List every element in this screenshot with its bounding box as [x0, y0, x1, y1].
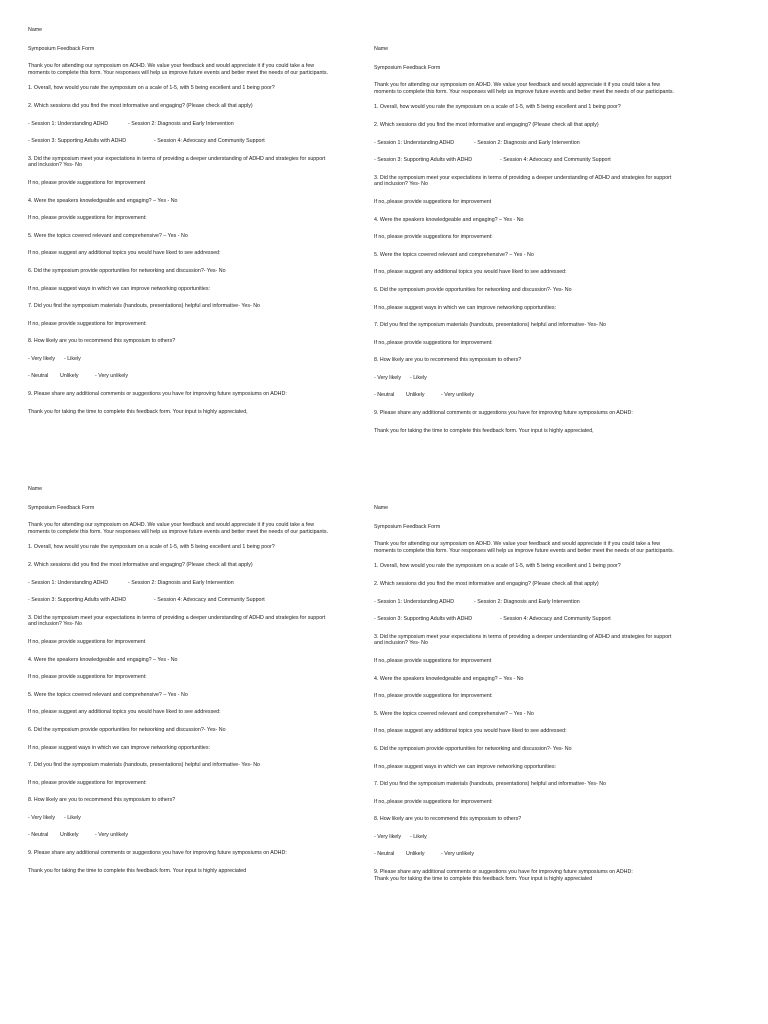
intro-paragraph: Thank you for attending our symposium on ADHD. We value your feedback and would appreciate it if you could take a few moments to complete this form. Your responses will help us improve future events and better meet the needs of our participants.: [28, 522, 329, 535]
question-4-followup: If no, please provide suggestions for improvement:: [28, 215, 147, 222]
question-7: 7. Did you find the symposium materials (handouts, presentations) helpful and informative- Yes- No: [374, 781, 607, 788]
question-7-followup: If no, please provide suggestions for improvement:: [28, 779, 147, 786]
question-1: 1. Overall, how would you rate the symposium on a scale of 1-5, with 5 being excellent and 1 being poor?: [374, 563, 621, 570]
name-label: Name: [374, 46, 389, 52]
question-9: 9. Please share any additional comments or suggestions you have for improving future symposiums on ADHD:: [374, 410, 633, 417]
question-8: 8. How likely are you to recommend this symposium to others?: [374, 816, 522, 823]
question-3-followup: If no,.please provide suggestions for improvement: [374, 198, 492, 205]
session-2-option: - Session 2: Diagnosis and Early Intervention: [128, 579, 234, 586]
question-4: 4. Were the speakers knowledgeable and engaging? – Yes - No: [28, 656, 178, 663]
question-8: 8. How likely are you to recommend this symposium to others?: [374, 357, 522, 364]
likely-option: - Likely: [410, 833, 427, 840]
name-label: Name: [374, 505, 389, 511]
likely-option: - Likely: [64, 355, 81, 362]
session-1-option: - Session 1: Understanding ADHD: [374, 598, 455, 605]
question-6: 6. Did the symposium provide opportunities for networking and discussion?- Yes- No: [374, 286, 572, 293]
likelihood-row-2: [374, 851, 679, 858]
session-row-2: [374, 616, 679, 623]
closing-thanks: Thank you for taking the time to complete this feedback form. Your input is highly appreciated,: [374, 427, 594, 434]
question-5-followup: If no, please suggest any additional topics you would have liked to see addressed:: [374, 269, 567, 276]
question-5: 5. Were the topics covered relevant and comprehensive? – Yes - No: [28, 232, 188, 239]
session-4-option: - Session 4: Advocacy and Community Support: [154, 597, 265, 604]
question-9: 9. Please share any additional comments or suggestions you have for improving future symposiums on ADHD:: [28, 850, 287, 857]
question-3: 3. Did the symposium meet your expectations in terms of providing a deeper understanding of ADHD and strategies for support and inclusion? Yes- No: [28, 155, 326, 169]
question-6-followup: If no,.please suggest ways in which we can improve networking opportunities:: [374, 763, 556, 770]
question-6: 6. Did the symposium provide opportunities for networking and discussion?- Yes- No: [28, 726, 226, 733]
question-3-followup: If no, please provide suggestions for improvement: [28, 179, 146, 186]
session-3-option: - Session 3: Supporting Adults with ADHD: [28, 597, 127, 604]
question-7: 7. Did you find the symposium materials (handouts, presentations) helpful and informative- Yes- No: [374, 322, 607, 329]
session-4-option: - Session 4: Advocacy and Community Support: [500, 157, 611, 164]
question-4: 4. Were the speakers knowledgeable and engaging? – Yes - No: [28, 197, 178, 204]
question-4-followup: If no, please provide suggestions for improvement:: [374, 234, 493, 241]
neutral-option: - Neutral: [28, 373, 49, 380]
session-3-option: - Session 3: Supporting Adults with ADHD: [28, 138, 127, 145]
question-3: 3. Did the symposium meet your expectations in terms of providing a deeper understanding of ADHD and strategies for support and inclusion? Yes- No: [374, 633, 672, 647]
unlikely-option: Unlikely: [406, 851, 425, 858]
unlikely-option: Unlikely: [60, 832, 79, 839]
question-5-followup: If no, please suggest any additional topics you would have liked to see addressed:: [28, 250, 221, 257]
closing-thanks: Thank you for taking the time to complete this feedback form. Your input is highly appreciated,: [28, 408, 248, 415]
question-5: 5. Were the topics covered relevant and comprehensive? – Yes - No: [374, 710, 534, 717]
session-4-option: - Session 4: Advocacy and Community Support: [154, 138, 265, 145]
unlikely-option: Unlikely: [406, 392, 425, 399]
question-6-followup: If no, please suggest ways in which we can improve networking opportunities:: [28, 744, 210, 751]
question-4-followup: If no, please provide suggestions for improvement:: [28, 674, 147, 681]
session-row-2: [374, 157, 679, 164]
feedback-form-top-right: [374, 46, 679, 434]
feedback-form-bottom-left: [28, 486, 333, 874]
session-1-option: - Session 1: Understanding ADHD: [374, 139, 455, 146]
question-8: 8. How likely are you to recommend this symposium to others?: [28, 797, 176, 804]
likely-option: - Likely: [410, 374, 427, 381]
session-row-2: [28, 597, 333, 604]
session-row-1: [28, 580, 333, 587]
very-likely-option: - Very likely: [28, 814, 56, 821]
question-7: 7. Did you find the symposium materials (handouts, presentations) helpful and informative- Yes- No: [28, 303, 261, 310]
neutral-option: - Neutral: [374, 851, 395, 858]
likelihood-row-2: [28, 832, 333, 839]
session-row-1: [374, 140, 679, 147]
session-2-option: - Session 2: Diagnosis and Early Intervention: [128, 120, 234, 127]
very-unlikely-option: - Very unlikely: [95, 373, 128, 380]
question-5-followup: If no, please suggest any additional topics you would have liked to see addressed:: [374, 728, 567, 735]
very-unlikely-option: - Very unlikely: [441, 392, 474, 399]
question-2: 2. Which sessions did you find the most informative and engaging? (Please check all that apply): [374, 580, 599, 587]
likelihood-row-1: [374, 375, 679, 382]
session-1-option: - Session 1: Understanding ADHD: [28, 120, 109, 127]
very-unlikely-option: - Very unlikely: [441, 851, 474, 858]
question-4: 4. Were the speakers knowledgeable and engaging? – Yes - No: [374, 675, 524, 682]
session-row-2: [28, 138, 333, 145]
likelihood-row-1: [374, 834, 679, 841]
question-6-followup: If no, please suggest ways in which we can improve networking opportunities:: [28, 285, 210, 292]
intro-paragraph: Thank you for attending our symposium on ADHD. We value your feedback and would appreciate it if you could take a few moments to complete this form. Your responses will help us improve future events and better meet the needs of our participants.: [374, 82, 675, 95]
question-2: 2. Which sessions did you find the most informative and engaging? (Please check all that apply): [374, 121, 599, 128]
question-2: 2. Which sessions did you find the most informative and engaging? (Please check all that apply): [28, 102, 253, 109]
question-9: 9. Please share any additional comments or suggestions you have for improving future symposiums on ADHD:: [28, 391, 287, 398]
feedback-form-top-left: [28, 27, 333, 415]
question-7-followup: If no, please provide suggestions for improvement:: [28, 320, 147, 327]
likelihood-row-2: [28, 373, 333, 380]
question-5: 5. Were the topics covered relevant and comprehensive? – Yes - No: [374, 251, 534, 258]
question-4-followup: If no, please provide suggestions for improvement:: [374, 693, 493, 700]
session-row-1: [374, 599, 679, 606]
question-3-followup: If no,.please provide suggestions for improvement: [374, 657, 492, 664]
neutral-option: - Neutral: [28, 832, 49, 839]
question-9: 9. Please share any additional comments or suggestions you have for improving future symposiums on ADHD:: [374, 869, 633, 876]
very-unlikely-option: - Very unlikely: [95, 832, 128, 839]
session-2-option: - Session 2: Diagnosis and Early Intervention: [474, 598, 580, 605]
question-3: 3. Did the symposium meet your expectations in terms of providing a deeper understanding of ADHD and strategies for support and inclusion? Yes- No: [28, 614, 326, 628]
question-7-followup: If no,.please provide suggestions for improvement:: [374, 798, 493, 805]
session-2-option: - Session 2: Diagnosis and Early Intervention: [474, 139, 580, 146]
question-1: 1. Overall, how would you rate the symposium on a scale of 1-5, with 5 being excellent and 1 being poor?: [28, 544, 275, 551]
question-3-followup: If no, please provide suggestions for improvement: [28, 638, 146, 645]
very-likely-option: - Very likely: [374, 374, 402, 381]
form-title: Symposium Feedback Form: [374, 523, 441, 530]
likelihood-row-1: [28, 815, 333, 822]
session-row-1: [28, 121, 333, 128]
session-1-option: - Session 1: Understanding ADHD: [28, 579, 109, 586]
session-4-option: - Session 4: Advocacy and Community Support: [500, 616, 611, 623]
name-label: Name: [28, 27, 43, 33]
session-3-option: - Session 3: Supporting Adults with ADHD: [374, 616, 473, 623]
question-4: 4. Were the speakers knowledgeable and engaging? – Yes - No: [374, 216, 524, 223]
session-3-option: - Session 3: Supporting Adults with ADHD: [374, 157, 473, 164]
question-1: 1. Overall, how would you rate the symposium on a scale of 1-5, with 5 being excellent and 1 being poor?: [374, 104, 621, 111]
likely-option: - Likely: [64, 814, 81, 821]
closing-thanks: Thank you for taking the time to complete this feedback form. Your input is highly appreciated: [28, 867, 247, 874]
question-6: 6. Did the symposium provide opportunities for networking and discussion?- Yes- No: [28, 267, 226, 274]
question-7-followup: If no,.please provide suggestions for improvement:: [374, 339, 493, 346]
question-2: 2. Which sessions did you find the most informative and engaging? (Please check all that apply): [28, 561, 253, 568]
very-likely-option: - Very likely: [28, 355, 56, 362]
name-label: Name: [28, 486, 43, 492]
likelihood-row-1: [28, 356, 333, 363]
question-6-followup: If no,.please suggest ways in which we can improve networking opportunities:: [374, 304, 556, 311]
form-title: Symposium Feedback Form: [28, 504, 95, 511]
question-8: 8. How likely are you to recommend this symposium to others?: [28, 338, 176, 345]
closing-thanks: Thank you for taking the time to complete this feedback form. Your input is highly appreciated: [374, 875, 593, 882]
question-1: 1. Overall, how would you rate the symposium on a scale of 1-5, with 5 being excellent and 1 being poor?: [28, 85, 275, 92]
intro-paragraph: Thank you for attending our symposium on ADHD. We value your feedback and would appreciate it if you could take a few moments to complete this form. Your responses will help us improve future events and better meet the needs of our participants.: [374, 541, 675, 554]
very-likely-option: - Very likely: [374, 833, 402, 840]
question-5: 5. Were the topics covered relevant and comprehensive? – Yes - No: [28, 691, 188, 698]
likelihood-row-2: [374, 392, 679, 399]
question-5-followup: If no, please suggest any additional topics you would have liked to see addressed:: [28, 709, 221, 716]
form-title: Symposium Feedback Form: [28, 45, 95, 52]
intro-paragraph: Thank you for attending our symposium on ADHD. We value your feedback and would appreciate it if you could take a few moments to complete this form. Your responses will help us improve future events and better meet the needs of our participants.: [28, 63, 329, 76]
neutral-option: - Neutral: [374, 392, 395, 399]
feedback-form-bottom-right: [374, 505, 679, 882]
question-7: 7. Did you find the symposium materials (handouts, presentations) helpful and informative- Yes- No: [28, 762, 261, 769]
unlikely-option: Unlikely: [60, 373, 79, 380]
question-3: 3. Did the symposium meet your expectations in terms of providing a deeper understanding of ADHD and strategies for support and inclusion? Yes- No: [374, 174, 672, 188]
form-title: Symposium Feedback Form: [374, 64, 441, 71]
question-6: 6. Did the symposium provide opportunities for networking and discussion?- Yes- No: [374, 745, 572, 752]
